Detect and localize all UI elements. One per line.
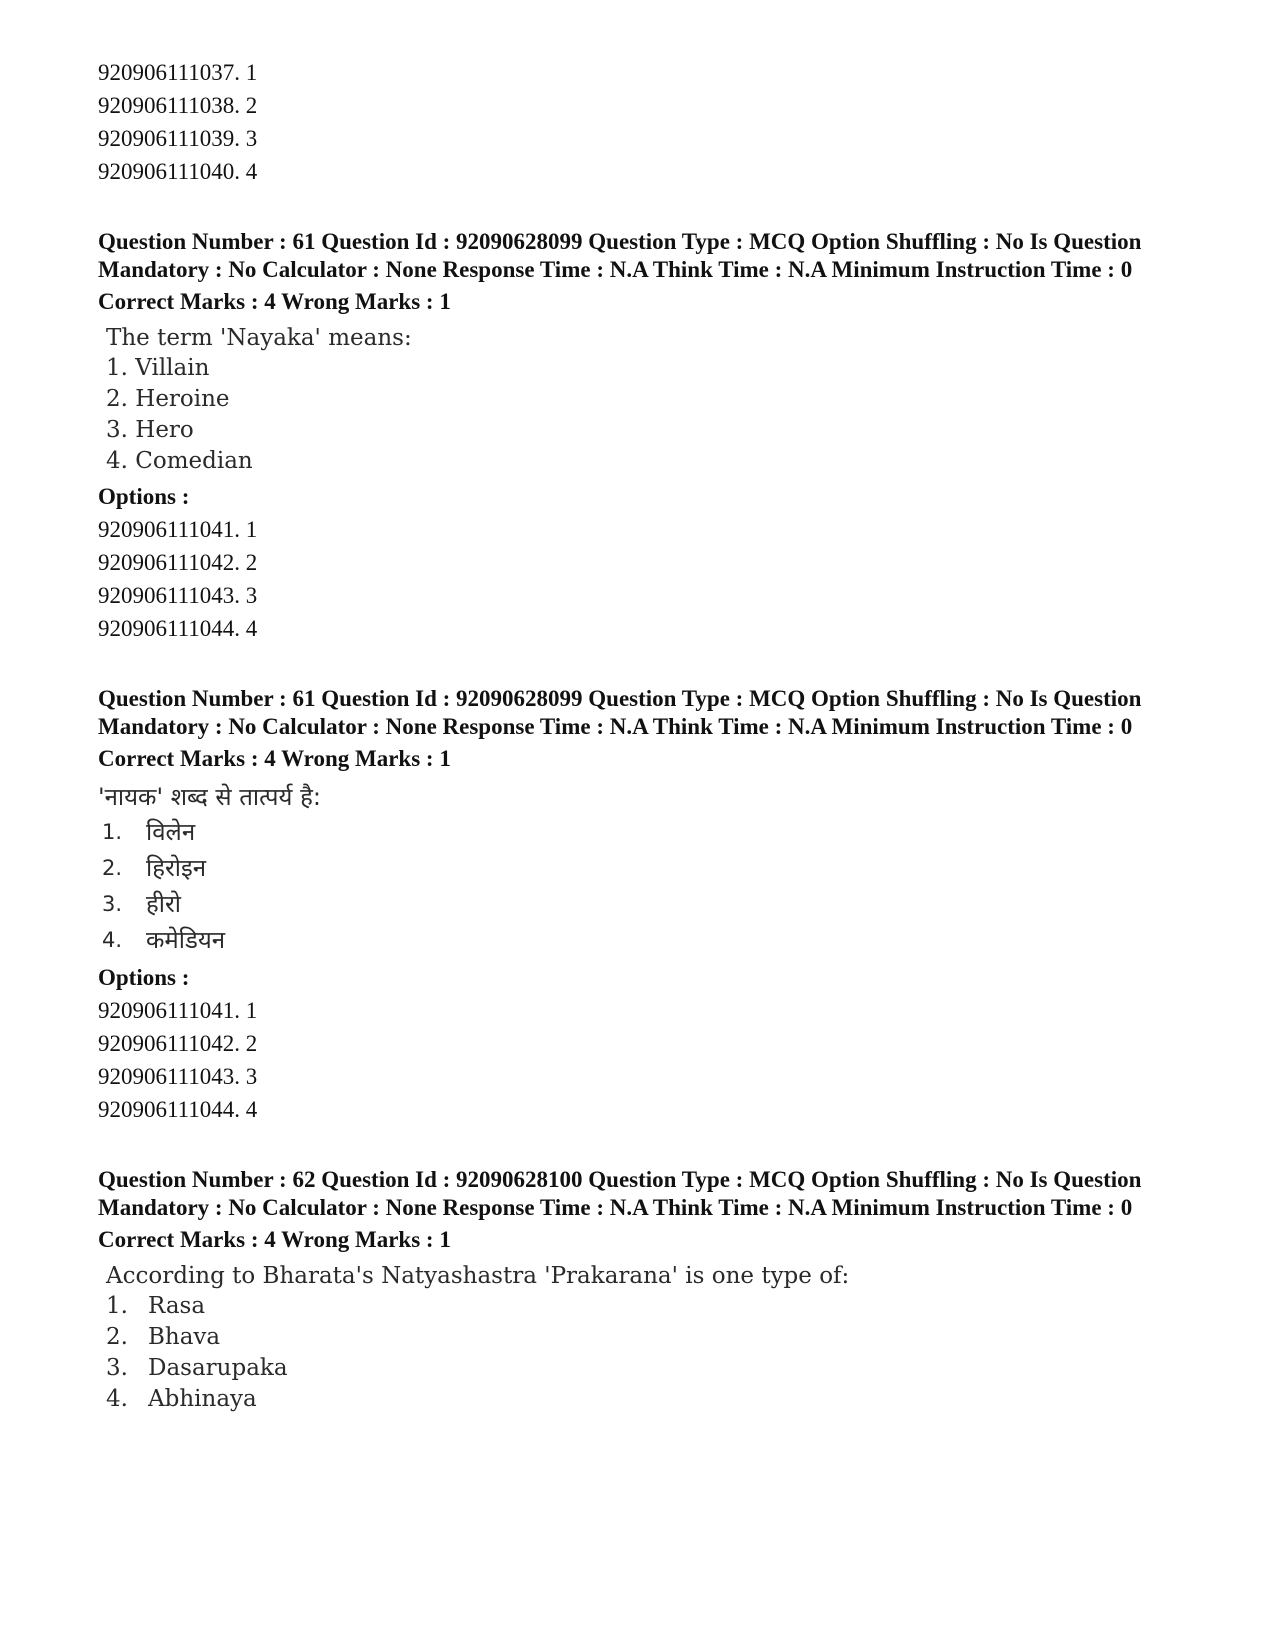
question-block-62-english	[98, 1166, 1178, 1415]
choice-number: 3.	[106, 1355, 128, 1381]
choice-text: Bhava	[148, 1324, 221, 1350]
option-line: 920906111039. 3	[98, 126, 258, 151]
option-line: 920906111037. 1	[98, 60, 258, 85]
choice-text: Abhinaya	[148, 1386, 257, 1412]
question-stem: The term 'Nayaka' means:	[106, 325, 412, 351]
question-choice	[98, 922, 1178, 958]
choice-text: Dasarupaka	[148, 1355, 288, 1381]
option-line: 920906111044. 4	[98, 616, 258, 641]
choice-text: Rasa	[148, 1293, 206, 1319]
option-line: 920906111044. 4	[98, 1097, 258, 1122]
question-choice: 3. Hero	[106, 417, 194, 443]
question-stem: 'नायक' शब्द से तात्पर्य है:	[98, 783, 321, 811]
option-line: 920906111042. 2	[98, 1031, 258, 1056]
question-content	[106, 323, 1178, 477]
question-content	[106, 1261, 1178, 1415]
choice-number: 4.	[106, 1386, 128, 1412]
question-choice: 1. Villain	[106, 355, 210, 381]
option-line: 920906111043. 3	[98, 583, 258, 608]
choice-number: 1.	[102, 820, 123, 844]
choice-text: हिरोइन	[146, 854, 207, 882]
options-label: Options :	[98, 965, 190, 990]
question-choice: 4. Comedian	[106, 448, 253, 474]
question-header: Question Number : 61 Question Id : 92090628099 Question Type : MCQ Option Shuffling : No Is Question Mandatory : No Calculator : None Response Time : N.A Think Time : N.A Minimum Instruction Time : 0	[98, 686, 1142, 739]
choice-number: 2.	[102, 856, 123, 880]
choice-text: कमेडियन	[146, 926, 226, 954]
question-header: Question Number : 62 Question Id : 92090628100 Question Type : MCQ Option Shuffling : No Is Question Mandatory : No Calculator : None Response Time : N.A Think Time : N.A Minimum Instruction Time : 0	[98, 1167, 1142, 1220]
choice-number: 1.	[106, 1293, 128, 1319]
question-choice	[98, 814, 1178, 850]
question-block-61-english	[98, 228, 1178, 645]
question-stem: According to Bharata's Natyashastra 'Prakarana' is one type of:	[106, 1263, 850, 1289]
choice-text: विलेन	[146, 818, 196, 846]
option-line: 920906111038. 2	[98, 93, 258, 118]
question-choice: 2. Heroine	[106, 386, 230, 412]
question-choice	[106, 1384, 1178, 1415]
document-page	[98, 56, 1178, 1415]
question-choice	[106, 1291, 1178, 1322]
previous-options-list	[98, 56, 1178, 188]
question-choice	[106, 1353, 1178, 1384]
options-label: Options :	[98, 484, 190, 509]
question-choice	[98, 850, 1178, 886]
question-block-61-hindi	[98, 685, 1178, 1126]
question-header: Question Number : 61 Question Id : 92090628099 Question Type : MCQ Option Shuffling : No Is Question Mandatory : No Calculator : None Response Time : N.A Think Time : N.A Minimum Instruction Time : 0	[98, 229, 1142, 282]
option-line: 920906111040. 4	[98, 159, 258, 184]
choice-number: 3.	[102, 892, 123, 916]
option-line: 920906111043. 3	[98, 1064, 258, 1089]
question-choice	[106, 1322, 1178, 1353]
question-choice	[98, 886, 1178, 922]
option-line: 920906111041. 1	[98, 998, 258, 1023]
option-line: 920906111041. 1	[98, 517, 258, 542]
question-marks: Correct Marks : 4 Wrong Marks : 1	[98, 289, 451, 314]
option-line: 920906111042. 2	[98, 550, 258, 575]
question-marks: Correct Marks : 4 Wrong Marks : 1	[98, 1227, 451, 1252]
question-content	[98, 780, 1178, 958]
choice-number: 2.	[106, 1324, 128, 1350]
choice-text: हीरो	[146, 890, 181, 918]
question-marks: Correct Marks : 4 Wrong Marks : 1	[98, 746, 451, 771]
choice-number: 4.	[102, 928, 123, 952]
